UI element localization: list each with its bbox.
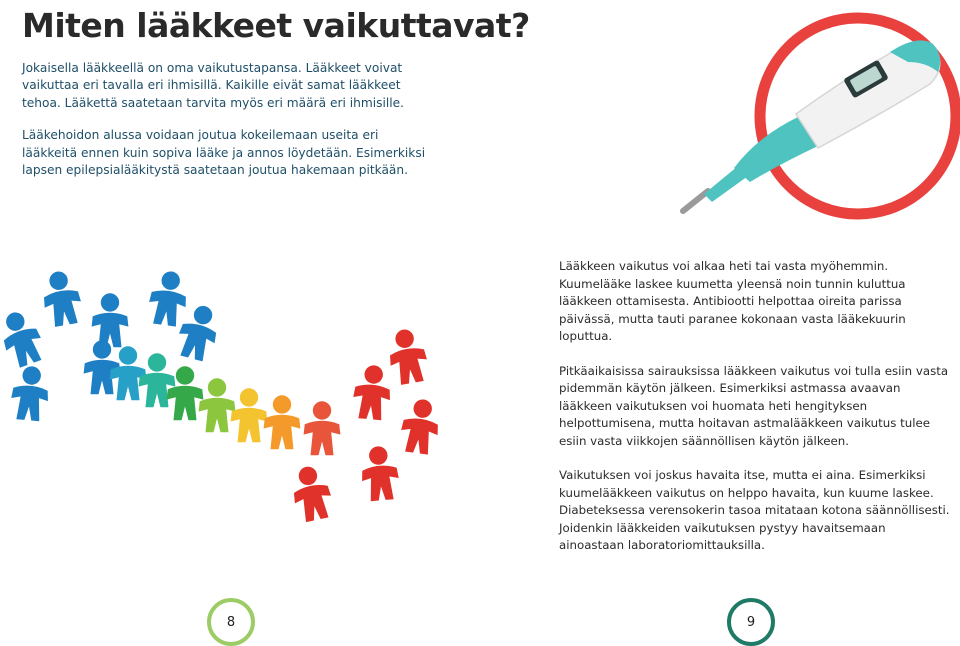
person-figure-icon: [231, 388, 268, 442]
intro-text-column: [22, 60, 432, 194]
page-title: Miten lääkkeet vaikuttavat?: [22, 6, 530, 45]
page-number-right: 9: [727, 598, 775, 646]
person-figure-icon: [359, 445, 400, 502]
person-figure-icon: [304, 401, 341, 455]
person-figure-icon: [84, 340, 121, 394]
person-figure-icon: [398, 397, 442, 456]
person-figure-icon: [174, 301, 224, 363]
thermometer-icon: [683, 40, 940, 211]
person-figure-icon: [264, 395, 301, 449]
person-figure-icon: [199, 378, 236, 432]
person-figure-icon: [146, 269, 190, 328]
person-figure-icon: [110, 346, 147, 400]
effects-paragraph-2: Pitkäaikaisissa sairauksissa lääkkeen vaikutus voi tulla esiin vasta pidemmän käytön jälkeen. Esimerkiksi astmassa avaavan lääkkeen vaikutuksen voi huomata heti hengityksen helpottumisena, mutta hoitavan astmalääkkeen vaikutus tulee esiin vasta viikkojen säännöllisen käytön jälkeen.: [559, 363, 949, 448]
thermometer-illustration: [668, 6, 960, 228]
intro-paragraph-1: Jokaisella lääkkeellä on oma vaikutustapansa. Lääkkeet voivat vaikuttaa eri tavalla eri ihmisillä. Kaikille eivät samat lääkkeet tehoa. Lääkettä saatetaan tarvita myös eri määrä eri ihmisille.: [22, 61, 404, 110]
people-figures-illustration: [0, 262, 460, 547]
person-figure-icon: [167, 366, 204, 420]
person-figure-icon: [9, 365, 50, 422]
person-figure-icon: [288, 463, 335, 524]
page-number-left: 8: [207, 598, 255, 646]
intro-paragraph-2: Lääkehoidon alussa voidaan joutua kokeilemaan useita eri lääkkeitä ennen kuin sopiva lääke ja annos löydetään. Esimerkiksi lapsen epilepsialääkitystä saatetaan joutua hakemaan pitkään.: [22, 128, 426, 178]
effects-text-column: [559, 258, 954, 572]
person-figure-icon: [39, 268, 85, 328]
person-figure-icon: [139, 353, 176, 407]
person-figure-icon: [92, 293, 129, 347]
person-figure-icon: [0, 307, 48, 370]
person-figure-icon: [351, 364, 392, 421]
person-figure-icon: [385, 326, 431, 386]
effects-paragraph-1: Lääkkeen vaikutus voi alkaa heti tai vasta myöhemmin. Kuumelääke laskee kuumetta yleensä noin tunnin kuluttua lääkkeen ottamisesta. Antibiootti helpottaa oireita parissa päivässä, mutta tauti paranee kokonaan vasta lääkekuurin loputtua.: [559, 259, 906, 343]
effects-paragraph-3: Vaikutuksen voi joskus havaita itse, mutta ei aina. Esimerkiksi kuumelääkkeen vaikutus on helppo havaita, kun kuume laskee. Diabeteksessa verensokerin tasoa mitataan kotona säännöllisesti. Joidenkin lääkkeiden vaikutuksen pystyy havaitsemaan ainoastaan laboratoriomittauksilla.: [559, 468, 950, 552]
